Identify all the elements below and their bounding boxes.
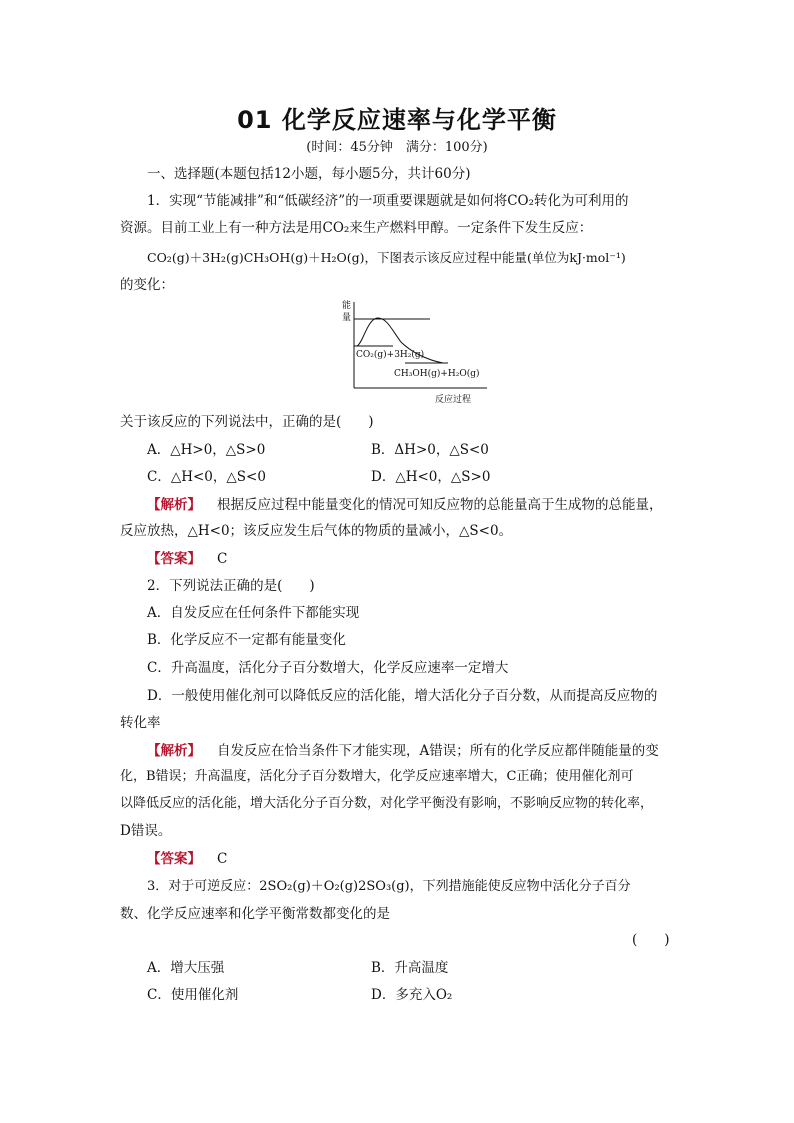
q3-option-b: B．升高温度 — [371, 960, 449, 976]
q2-option-c: C．升高温度，活化分子百分数增大，化学反应速率一定增大 — [147, 660, 509, 676]
q3-option-c: C．使用催化剂 — [147, 987, 239, 1003]
q3-option-a: A．增大压强 — [147, 960, 225, 976]
y-axis-label-1: 能 — [342, 301, 352, 311]
q2-stem: 2．下列说法正确的是( ) — [147, 578, 315, 594]
q2-analysis-line-4: D错误。 — [120, 823, 172, 839]
q2-analysis-line-1 — [147, 741, 659, 761]
q2-answer-tag: 【答案】 — [147, 851, 201, 867]
q2-answer-value: C — [217, 851, 228, 867]
q1-question: 关于该反应的下列说法中，正确的是( ) — [120, 414, 374, 430]
q1-analysis-line-1 — [147, 495, 663, 515]
q2-analysis-line-3: 以降低反应的活化能，增大活化分子百分数，对化学平衡没有影响，不影响反应物的转化率， — [120, 796, 654, 811]
q2-analysis-line-2: 化，B错误；升高温度，活化分子百分数增大，化学反应速率增大，C正确；使用催化剂可 — [120, 769, 634, 784]
y-axis-label-2: 量 — [342, 313, 352, 323]
q2-option-b: B．化学反应不一定都有能量变化 — [147, 632, 346, 648]
energy-diagram — [335, 296, 495, 408]
q1-answer — [147, 549, 227, 569]
reactant-label: CO₂(g)+3H₂(g) — [356, 350, 425, 360]
q1-answer-value: C — [217, 551, 228, 567]
q1-analysis-line-2: 反应放热，△H<0；该反应发生后气体的物质的量减小，△S<0。 — [120, 523, 513, 539]
product-label: CH₃OH(g)+H₂O(g) — [394, 369, 480, 379]
q3-stem-line-2: 数、化学反应速率和化学平衡常数都变化的是 — [120, 906, 390, 922]
q3-answer-blank: ( ) — [632, 932, 670, 948]
q1-answer-tag: 【答案】 — [147, 551, 201, 567]
x-axis-label: 反应过程 — [435, 395, 472, 405]
q1-analysis-text-1: 根据反应过程中能量变化的情况可知反应物的总能量高于生成物的总能量， — [217, 497, 663, 513]
document-title: 01 化学反应速率与化学平衡 — [237, 106, 557, 134]
q3-stem-line-1: 3．对于可逆反应：2SO₂(g)＋O₂(g)2SO₃(g)，下列措施能使反应物中活化分子百分 — [147, 879, 631, 894]
q1-analysis-tag: 【解析】 — [147, 497, 201, 513]
exam-meta: (时间：45分钟 满分：100分) — [306, 140, 488, 155]
q1-stem-line-3: CO₂(g)＋3H₂(g)CH₃OH(g)＋H₂O(g)，下图表示该反应过程中能量(单位为kJ·mol⁻¹) — [147, 250, 626, 265]
q1-stem-line-4: 的变化： — [120, 277, 174, 293]
section-heading: 一、选择题(本题包括12小题，每小题5分，共计60分) — [147, 166, 471, 182]
q1-stem-line-1: 1．实现“节能减排”和“低碳经济”的一项重要课题就是如何将CO₂转化为可利用的 — [147, 193, 629, 209]
q1-option-c: C．△H<0，△S<0 — [147, 469, 266, 485]
q1-option-b: B．ΔH>0，△S<0 — [371, 442, 489, 458]
q1-stem-line-2: 资源。目前工业上有一种方法是用CO₂来生产燃料甲醇。一定条件下发生反应： — [120, 220, 593, 236]
q2-analysis-tag: 【解析】 — [147, 743, 201, 759]
q2-answer — [147, 849, 227, 869]
q2-option-d-line-1: D．一般使用催化剂可以降低反应的活化能，增大活化分子百分数，从而提高反应物的 — [147, 688, 658, 704]
q2-analysis-text-1: 自发反应在恰当条件下才能实现，A错误；所有的化学反应都伴随能量的变 — [217, 743, 659, 759]
q1-option-d: D．△H<0，△S>0 — [371, 469, 491, 485]
q3-option-d: D．多充入O₂ — [371, 987, 453, 1003]
q2-option-d-line-2: 转化率 — [120, 715, 161, 731]
q1-option-a: A．△H>0，△S>0 — [147, 442, 266, 458]
q2-option-a: A．自发反应在任何条件下都能实现 — [147, 605, 360, 621]
